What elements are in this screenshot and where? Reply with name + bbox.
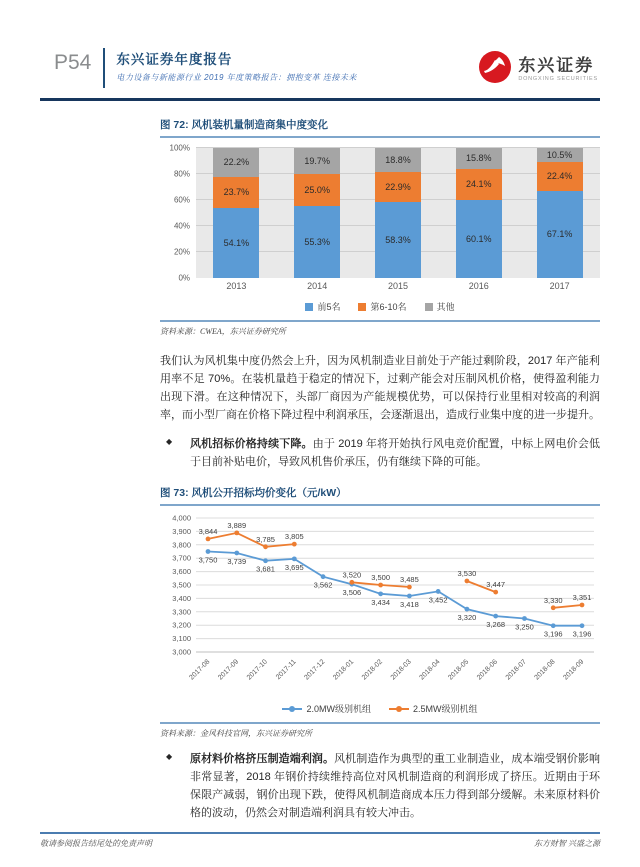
bar-value-label: 54.1%: [223, 237, 250, 248]
data-point: [522, 616, 527, 621]
stacked-bar: [213, 148, 259, 278]
bar-chart-legend: [160, 300, 600, 313]
data-point: [407, 585, 412, 590]
data-point-label: 3,562: [313, 580, 333, 590]
y-tick-label: 3,800: [172, 540, 191, 550]
bar-value-label: 60.1%: [466, 233, 492, 244]
data-point-label: 3,506: [342, 588, 362, 598]
bar-value-label: 10.5%: [546, 149, 573, 160]
data-point: [349, 580, 354, 585]
body-paragraph: 我们认为风机集中度仍然会上升，因为风机制造业目前处于产能过剩阶段，2017 年产能利用率不足 70%。在装机量趋于稳定的情况下，过剩产能会对压制风机价格，使得盈利能力出现下滑。在这种情况下，头部厂商因为产能规模优势，可以保持行业里相对较高的利润率，而小型厂商在价格下降过程中利润承压，会逐渐退出，造成行业集中度的进一步提升。: [160, 355, 600, 421]
page-number: P54: [54, 51, 92, 74]
y-tick-label: 40%: [173, 221, 190, 231]
y-tick-label: 3,500: [172, 580, 191, 590]
bar-segment: [456, 148, 502, 169]
brand-name-en: DONGXING SECURITIES: [518, 76, 598, 82]
bullet-2-lead: 原材料价格挤压制造端利润。: [190, 753, 335, 765]
bar-segment: [375, 148, 421, 172]
bar-segment: [375, 202, 421, 278]
y-tick-label: 3,900: [172, 526, 191, 536]
x-tick-label: 2018-05: [447, 658, 471, 682]
footer-slogan: 东方财智 兴盛之源: [534, 839, 600, 848]
data-point-label: 3,530: [457, 568, 477, 578]
data-point: [407, 594, 412, 599]
data-point: [263, 544, 268, 549]
legend-label: 2.5MW级别机组: [413, 704, 478, 714]
y-tick-label: 3,000: [172, 647, 191, 657]
data-point-label: 3,447: [486, 580, 506, 590]
brand-text: [518, 57, 598, 82]
figure-73-source: 资料来源：金风科技官网，东兴证券研究所: [160, 729, 312, 738]
y-tick-label: 3,300: [172, 607, 191, 617]
stacked-bar: [375, 148, 421, 278]
data-point-label: 3,739: [227, 556, 247, 566]
bar-segment: [213, 208, 259, 278]
figure-73-title: 图 73: 风机公开招标均价变化（元/kW）: [160, 485, 600, 506]
data-point: [206, 537, 211, 542]
data-point-label: 3,351: [572, 592, 592, 602]
legend-item: [425, 300, 455, 313]
bar-value-label: 22.4%: [546, 171, 573, 182]
x-tick-label: 2017-10: [245, 658, 269, 682]
data-point-label: 3,844: [198, 526, 218, 536]
data-point-label: 3,889: [227, 520, 247, 530]
x-tick-label: 2018-08: [533, 658, 557, 682]
figure-72-chart: [160, 143, 600, 313]
legend-label: 第6-10名: [370, 302, 407, 312]
bar-chart-plot-area: [196, 148, 600, 278]
legend-item: [358, 300, 406, 313]
x-tick-label: 2017-09: [217, 658, 241, 682]
data-point: [493, 590, 498, 595]
data-point-label: 3,196: [543, 629, 563, 639]
data-point: [292, 542, 297, 547]
data-point-label: 3,681: [256, 564, 275, 574]
stacked-bar: [537, 148, 583, 278]
bullet-icon: ◆: [166, 437, 173, 446]
bar-value-label: 15.8%: [466, 153, 492, 164]
x-tick-label: 2018-02: [360, 658, 385, 682]
figure-72: [160, 117, 600, 337]
data-point-label: 3,250: [515, 622, 534, 632]
header-titles: [116, 46, 356, 83]
data-point: [493, 614, 498, 619]
bar-value-label: 55.3%: [304, 237, 330, 248]
data-point-label: 3,695: [284, 562, 304, 572]
data-point-label: 3,452: [428, 595, 448, 605]
legend-swatch-icon: [425, 303, 433, 311]
bar-group: [196, 148, 600, 278]
data-point: [580, 603, 585, 608]
bar-segment: [537, 148, 583, 162]
figure-73-divider: [160, 722, 600, 724]
bar-segment: [375, 172, 421, 202]
x-tick-label: 2017-11: [274, 658, 298, 682]
x-tick-label: 2018-07: [504, 658, 528, 682]
bar-segment: [537, 162, 583, 191]
data-point: [234, 530, 239, 535]
data-point-label: 3,434: [371, 597, 391, 607]
bar-value-label: 25.0%: [304, 184, 330, 195]
x-tick-label: 2018-03: [389, 658, 413, 682]
main-content: [160, 117, 600, 822]
data-point: [378, 591, 383, 596]
bar-value-label: 58.3%: [385, 235, 411, 246]
bar-segment: [294, 148, 340, 174]
bar-value-label: 23.7%: [223, 187, 250, 198]
report-title: 东兴证券年度报告: [116, 52, 233, 67]
y-tick-label: 20%: [173, 247, 190, 257]
bar-segment: [456, 169, 502, 200]
y-tick-label: 3,700: [172, 553, 191, 563]
y-tick-label: 80%: [173, 169, 190, 179]
y-tick-label: 3,600: [172, 567, 191, 577]
bar-segment: [294, 206, 340, 278]
data-point-label: 3,196: [572, 629, 592, 639]
legend-label: 其他: [436, 302, 455, 312]
data-point: [292, 556, 297, 561]
bar-segment: [537, 191, 583, 278]
header-rule: [40, 98, 600, 101]
x-tick-label: 2017-08: [188, 658, 212, 682]
bar-segment: [213, 148, 259, 177]
bar-segment: [294, 174, 340, 207]
data-point-label: 3,485: [399, 575, 419, 585]
bar-value-label: 19.7%: [304, 155, 330, 166]
x-tick-label: 2014: [307, 281, 328, 291]
x-tick-label: 2018-01: [332, 658, 356, 682]
data-point: [436, 589, 441, 594]
data-point-label: 3,418: [399, 599, 419, 609]
dongxing-logo-icon: [478, 50, 512, 89]
page-header: [0, 0, 640, 89]
legend-item: [305, 300, 340, 313]
legend-line-marker-icon: [282, 708, 302, 710]
x-tick-label: 2018-09: [562, 658, 586, 682]
data-point-label: 3,500: [371, 573, 391, 582]
bar-chart-x-axis: [196, 281, 600, 291]
header-divider: [103, 48, 105, 88]
x-tick-label: 2015: [387, 281, 408, 291]
data-point: [465, 607, 470, 612]
x-tick-label: 2018-04: [418, 658, 442, 682]
data-point-label: 3,785: [256, 534, 275, 544]
data-point: [551, 605, 556, 610]
figure-73: [160, 485, 600, 739]
report-subtitle: 电力设备与新能源行业 2019 年度策略报告：拥抱变革 连接未来: [116, 73, 357, 82]
y-tick-label: 100%: [169, 143, 190, 153]
y-tick-label: 4,000: [172, 513, 191, 523]
page-footer: [40, 832, 600, 849]
brand-name: 东兴证券: [518, 56, 595, 75]
figure-73-chart: [160, 510, 600, 715]
data-point-label: 3,750: [198, 555, 218, 565]
bar-segment: [456, 200, 502, 278]
brand-logo: [478, 46, 598, 89]
data-point: [263, 558, 268, 563]
legend-swatch-icon: [305, 303, 313, 311]
bar-chart-y-axis: [160, 143, 196, 283]
data-point-label: 3,320: [457, 613, 477, 623]
legend-item: [282, 702, 371, 715]
x-tick-label: 2018-06: [475, 658, 500, 682]
y-tick-label: 3,400: [172, 593, 191, 603]
data-point: [206, 549, 211, 554]
bullet-2-body: 风机制造作为典型的重工业制造业，成本端受钢价影响非常显著，2018 年钢价持续维持高位对风机制造商的利润形成了挤压。近期由于环保限产减弱，钢价出现下跌，使得风机制造商成本压力得到部分缓解。未来原材料价格的波动，仍然会对制造端利润具有较大冲击。: [190, 753, 601, 819]
figure-72-source: 资料来源：CWEA，东兴证券研究所: [160, 327, 286, 336]
bar-value-label: 18.8%: [385, 155, 411, 166]
bar-value-label: 67.1%: [546, 229, 573, 240]
line-chart-legend: [160, 702, 600, 715]
legend-label: 前5名: [317, 302, 341, 312]
y-tick-label: 60%: [173, 195, 190, 205]
data-point-label: 3,805: [284, 532, 304, 542]
data-point: [321, 574, 326, 579]
legend-label: 2.0MW级别机组: [306, 704, 371, 714]
data-point: [378, 583, 383, 588]
bar-segment: [213, 177, 259, 208]
stacked-bar: [456, 148, 502, 278]
legend-line-marker-icon: [389, 708, 409, 710]
figure-72-divider: [160, 320, 600, 322]
data-point-label: 3,520: [342, 570, 362, 580]
data-point-label: 3,268: [486, 620, 506, 630]
data-point: [465, 579, 470, 584]
x-tick-label: 2016: [468, 281, 489, 291]
y-tick-label: 0%: [178, 273, 190, 283]
bullet-1-lead: 风机招标价格持续下降。: [190, 438, 313, 450]
bar-value-label: 22.9%: [385, 182, 411, 193]
figure-72-title: 图 72: 风机装机量制造商集中度变化: [160, 117, 600, 138]
x-tick-label: 2017-12: [303, 658, 327, 682]
x-tick-label: 2017: [549, 281, 570, 291]
bullet-icon: ◆: [166, 752, 173, 761]
bullet-item-2: [160, 750, 600, 822]
y-tick-label: 3,200: [172, 620, 191, 630]
footer-disclaimer: 敬请参阅报告结尾处的免责声明: [40, 839, 152, 848]
bullet-1-body: 由于 2019 年将开始执行风电竞价配置，中标上网电价会低于目前补贴电价，导致风机售价承压，仍有继续下降的可能。: [190, 438, 600, 468]
bar-value-label: 22.2%: [223, 157, 250, 168]
bar-value-label: 24.1%: [466, 179, 492, 190]
line-chart-svg: [160, 510, 600, 697]
bullet-item-1: [160, 435, 600, 471]
legend-swatch-icon: [358, 303, 366, 311]
data-point: [234, 551, 239, 556]
x-tick-label: 2013: [226, 281, 247, 291]
bullet-1-text: [190, 435, 600, 471]
data-point: [551, 623, 556, 628]
stacked-bar: [294, 148, 340, 278]
data-point: [580, 623, 585, 628]
legend-item: [389, 702, 478, 715]
y-tick-label: 3,100: [172, 634, 191, 644]
data-point-label: 3,330: [543, 595, 563, 605]
bullet-2-text: [190, 750, 600, 822]
